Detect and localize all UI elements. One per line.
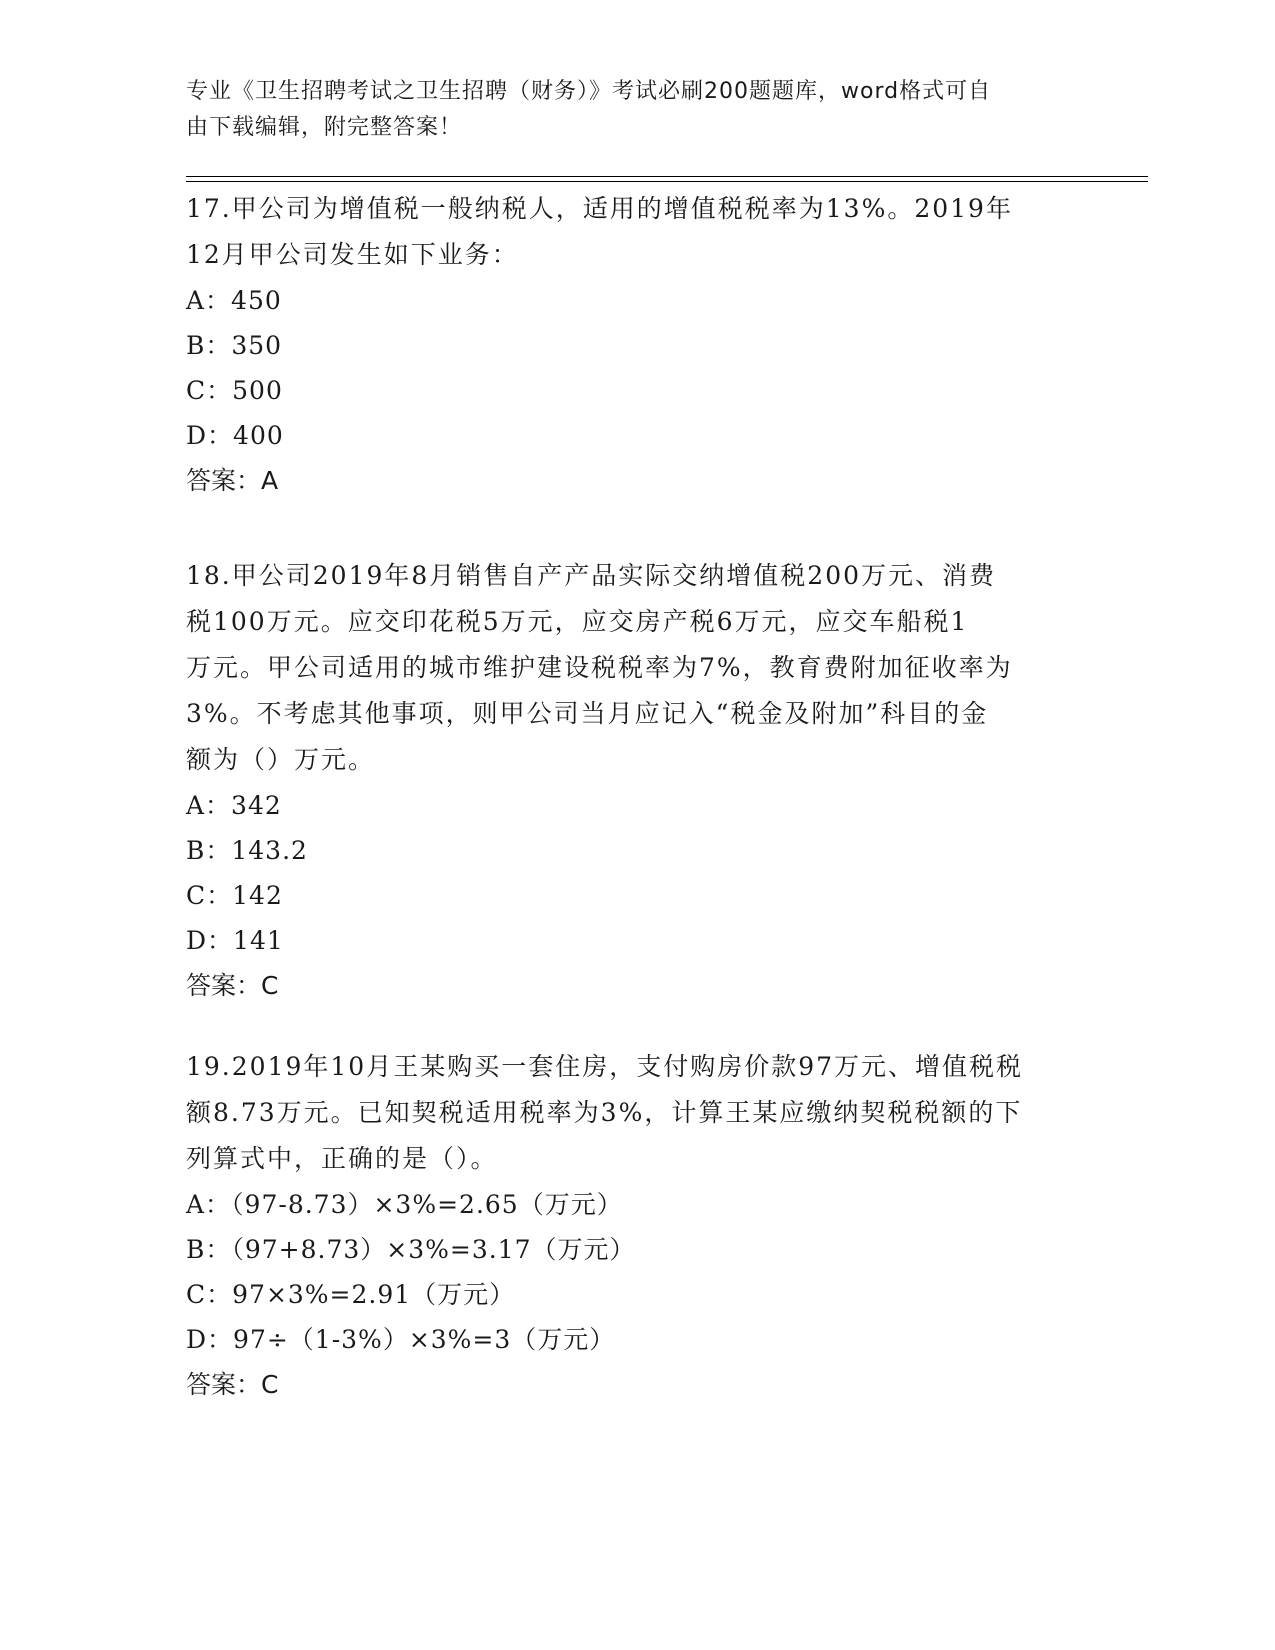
- question-text-line: 税100万元。应交印花税5万元，应交房产税6万元，应交车船税1: [186, 607, 969, 636]
- header-line-2: 由下载编辑，附完整答案！: [186, 115, 463, 140]
- question-text-line: 17.甲公司为增值税一般纳税人，适用的增值税税率为13%。2019年: [186, 194, 1013, 223]
- answer-line: 答案：C: [186, 971, 279, 1000]
- option-b: B：（97+8.73）×3%=3.17（万元）: [186, 1235, 636, 1264]
- option-a: A：450: [186, 286, 282, 315]
- option-b: B：350: [186, 331, 283, 360]
- option-c: C：97×3%=2.91（万元）: [186, 1280, 516, 1309]
- option-a: A：342: [186, 791, 282, 820]
- option-d: D：97÷（1-3%）×3%=3（万元）: [186, 1325, 616, 1354]
- option-d: D：400: [186, 421, 284, 450]
- question-text-line: 万元。甲公司适用的城市维护建设税税率为7%，教育费附加征收率为: [186, 653, 1013, 682]
- option-c: C：500: [186, 376, 283, 405]
- question-text-line: 12月甲公司发生如下业务：: [186, 240, 519, 269]
- question-text-line: 19.2019年10月王某购买一套住房，支付购房价款97万元、增值税税: [186, 1052, 1024, 1081]
- question-text-line: 额8.73万元。已知契税适用税率为3%，计算王某应缴纳契税税额的下: [186, 1098, 1023, 1127]
- option-a: A：（97-8.73）×3%=2.65（万元）: [186, 1190, 623, 1219]
- answer-line: 答案：C: [186, 1370, 279, 1399]
- question-17: [186, 186, 1076, 504]
- header-line-1: 专业《卫生招聘考试之卫生招聘（财务）》考试必刷200题题库，word格式可自: [186, 79, 992, 104]
- header-divider-bottom: [186, 181, 1148, 182]
- question-text-line: 额为（）万元。: [186, 745, 376, 774]
- option-b: B：143.2: [186, 836, 308, 865]
- question-text-line: 3%。不考虑其他事项，则甲公司当月应记入“税金及附加”科目的金: [186, 699, 989, 728]
- question-18: [186, 553, 1076, 1009]
- question-text-line: 列算式中，正确的是（）。: [186, 1144, 498, 1173]
- question-text-line: 18.甲公司2019年8月销售自产产品实际交纳增值税200万元、消费: [186, 561, 997, 590]
- document-header: [186, 74, 1066, 146]
- header-divider-top: [186, 176, 1148, 177]
- option-d: D：141: [186, 926, 284, 955]
- question-19: [186, 1044, 1076, 1408]
- option-c: C：142: [186, 881, 283, 910]
- answer-line: 答案：A: [186, 466, 279, 495]
